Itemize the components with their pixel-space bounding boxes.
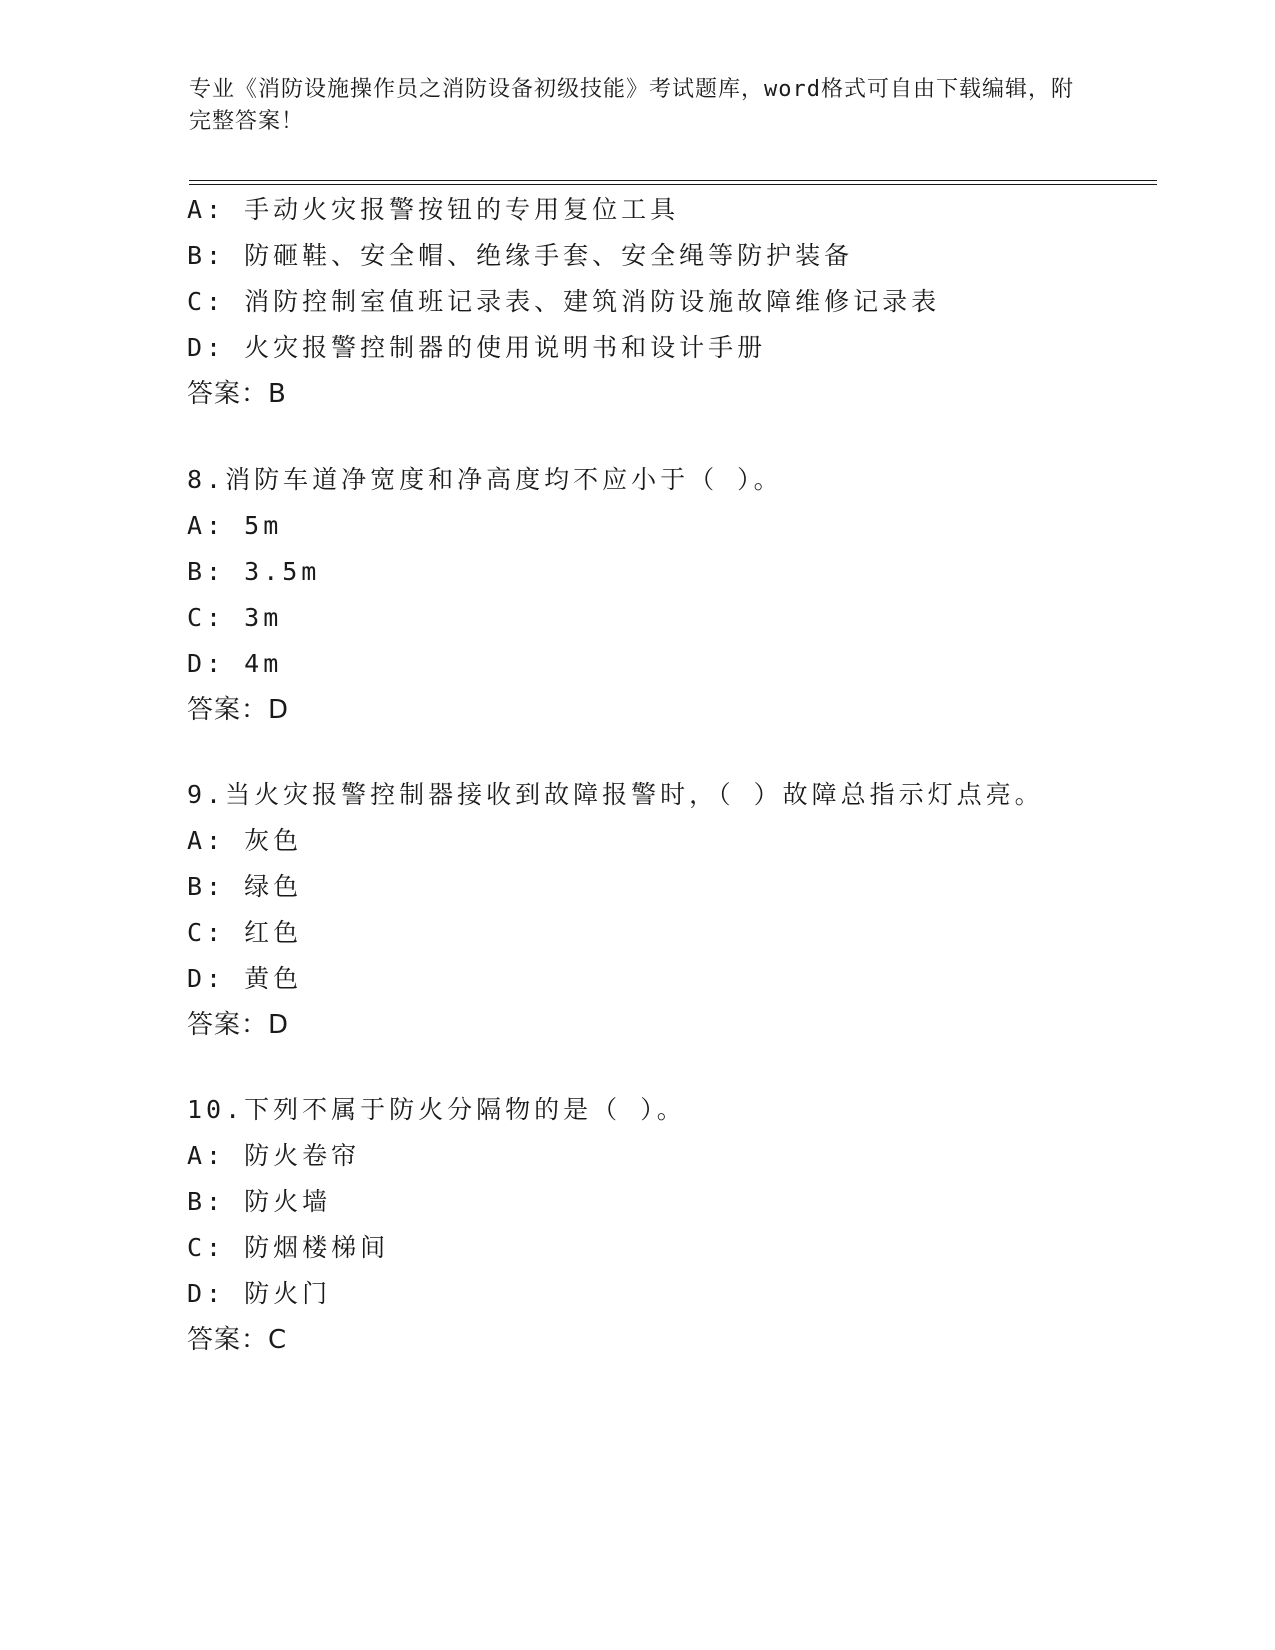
header-double-rule [189,180,1157,185]
question-9 [187,772,1044,1048]
answer-line: 答案：C [187,1325,288,1355]
option-c: C: 3m [187,603,283,632]
question-7-continued [187,187,940,417]
option-c: C: 消防控制室值班记录表、建筑消防设施故障维修记录表 [187,287,941,316]
question-stem: 10.下列不属于防火分隔物的是（ ）。 [187,1095,686,1124]
option-c: C: 防烟楼梯间 [187,1233,390,1262]
option-d: D: 黄色 [187,964,303,993]
option-a: A: 防火卷帘 [187,1141,361,1170]
option-d: D: 4m [187,649,283,678]
question-8 [187,457,783,733]
option-b: B: 3.5m [187,557,321,586]
option-b: B: 绿色 [187,872,303,901]
option-d: D: 防火门 [187,1279,332,1308]
question-stem: 8.消防车道净宽度和净高度均不应小于（ ）。 [187,465,783,494]
option-b: B: 防火墙 [187,1187,332,1216]
option-d: D: 火灾报警控制器的使用说明书和设计手册 [187,333,767,362]
answer-line: 答案：B [187,379,287,409]
question-stem: 9.当火灾报警控制器接收到故障报警时，（ ）故障总指示灯点亮。 [187,780,1044,809]
answer-line: 答案：D [187,1010,290,1040]
document-header: 专业《消防设施操作员之消防设备初级技能》考试题库，word格式可自由下载编辑，附完整答案！ [189,77,1074,134]
answer-line: 答案：D [187,695,290,725]
option-a: A: 手动火灾报警按钮的专用复位工具 [187,195,680,224]
option-a: A: 5m [187,511,283,540]
option-b: B: 防砸鞋、安全帽、绝缘手套、安全绳等防护装备 [187,241,854,270]
question-10 [187,1087,686,1363]
option-a: A: 灰色 [187,826,303,855]
option-c: C: 红色 [187,918,303,947]
